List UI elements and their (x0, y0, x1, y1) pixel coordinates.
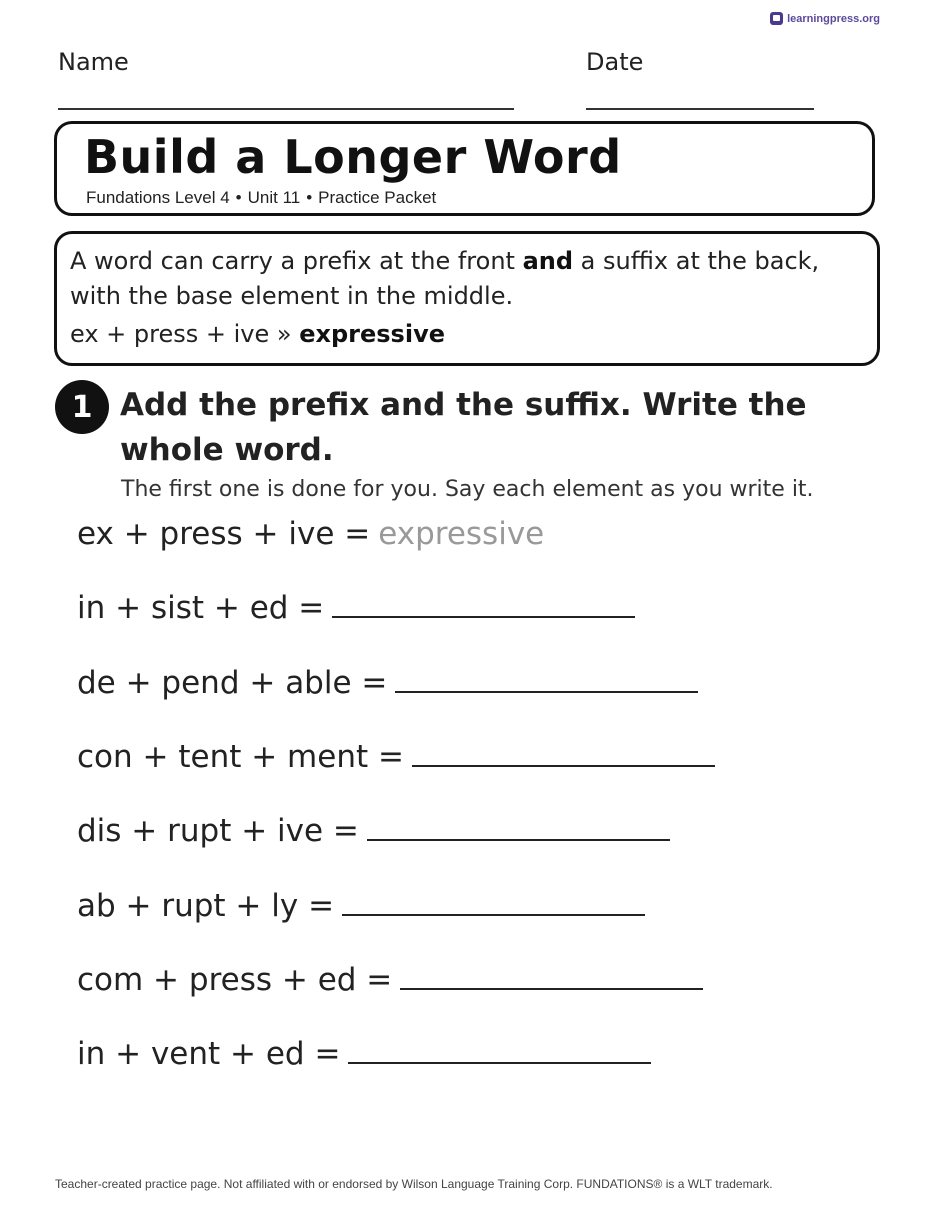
info-bold-and: and (522, 247, 574, 275)
info-text: a suffix at the back, (573, 247, 820, 275)
subtitle-level: Fundations Level 4 (86, 188, 230, 207)
problem-row (77, 813, 670, 849)
page-subtitle (86, 188, 436, 208)
answer-blank[interactable] (342, 888, 645, 916)
problem-equation: dis + rupt + ive = (77, 813, 359, 849)
question-instruction: Add the prefix and the suffix. Write the whole word. (120, 387, 807, 468)
name-field-line[interactable] (58, 108, 514, 110)
problem-row (77, 888, 645, 924)
info-text: A word can carry a prefix at the front (70, 247, 523, 275)
date-label: Date (586, 48, 644, 76)
name-label: Name (58, 48, 129, 76)
subtitle-unit: Unit 11 (247, 188, 301, 207)
info-box (54, 231, 880, 366)
page-title: Build a Longer Word (84, 130, 622, 184)
brand-logo (770, 12, 880, 25)
problem-equation: con + tent + ment = (77, 739, 404, 775)
problem-equation: in + vent + ed = (77, 1036, 341, 1072)
date-field-line[interactable] (586, 108, 814, 110)
answer-blank[interactable] (367, 813, 670, 841)
title-box (54, 121, 875, 216)
answer-blank[interactable] (400, 962, 703, 990)
brand-text: learningpress.org (787, 12, 880, 25)
problem-row (77, 665, 698, 701)
problem-equation: ex + press + ive = (77, 516, 371, 552)
question-subtext: The first one is done for you. Say each element as you write it. (121, 477, 814, 502)
question-number: 1 (55, 380, 109, 434)
book-icon (770, 12, 783, 25)
problem-equation: com + press + ed = (77, 962, 393, 998)
answer-blank[interactable] (412, 739, 715, 767)
problem-equation: de + pend + able = (77, 665, 388, 701)
problem-row (77, 962, 703, 998)
subtitle-packet: Practice Packet (318, 188, 437, 207)
answer-blank[interactable] (395, 665, 698, 693)
example-equation: ex + press + ive » (70, 320, 300, 348)
info-line-2: with the base element in the middle. (70, 282, 514, 310)
info-line-1 (70, 247, 819, 275)
example-answer-text: expressive (378, 516, 545, 552)
example-answer: expressive (299, 320, 445, 348)
problem-equation: in + sist + ed = (77, 590, 325, 626)
problem-row (77, 516, 544, 552)
problem-row (77, 590, 635, 626)
problem-row (77, 1036, 651, 1072)
subtitle-separator: • (235, 188, 242, 207)
answer-blank[interactable] (332, 590, 635, 618)
footer-disclaimer: Teacher-created practice page. Not affiliated with or endorsed by Wilson Language Training Corp. FUNDATIONS® is a WLT trademark. (55, 1177, 773, 1191)
info-example (70, 320, 445, 348)
problem-equation: ab + rupt + ly = (77, 888, 335, 924)
subtitle-separator: • (306, 188, 313, 207)
answer-blank[interactable] (348, 1036, 651, 1064)
problem-row (77, 739, 715, 775)
